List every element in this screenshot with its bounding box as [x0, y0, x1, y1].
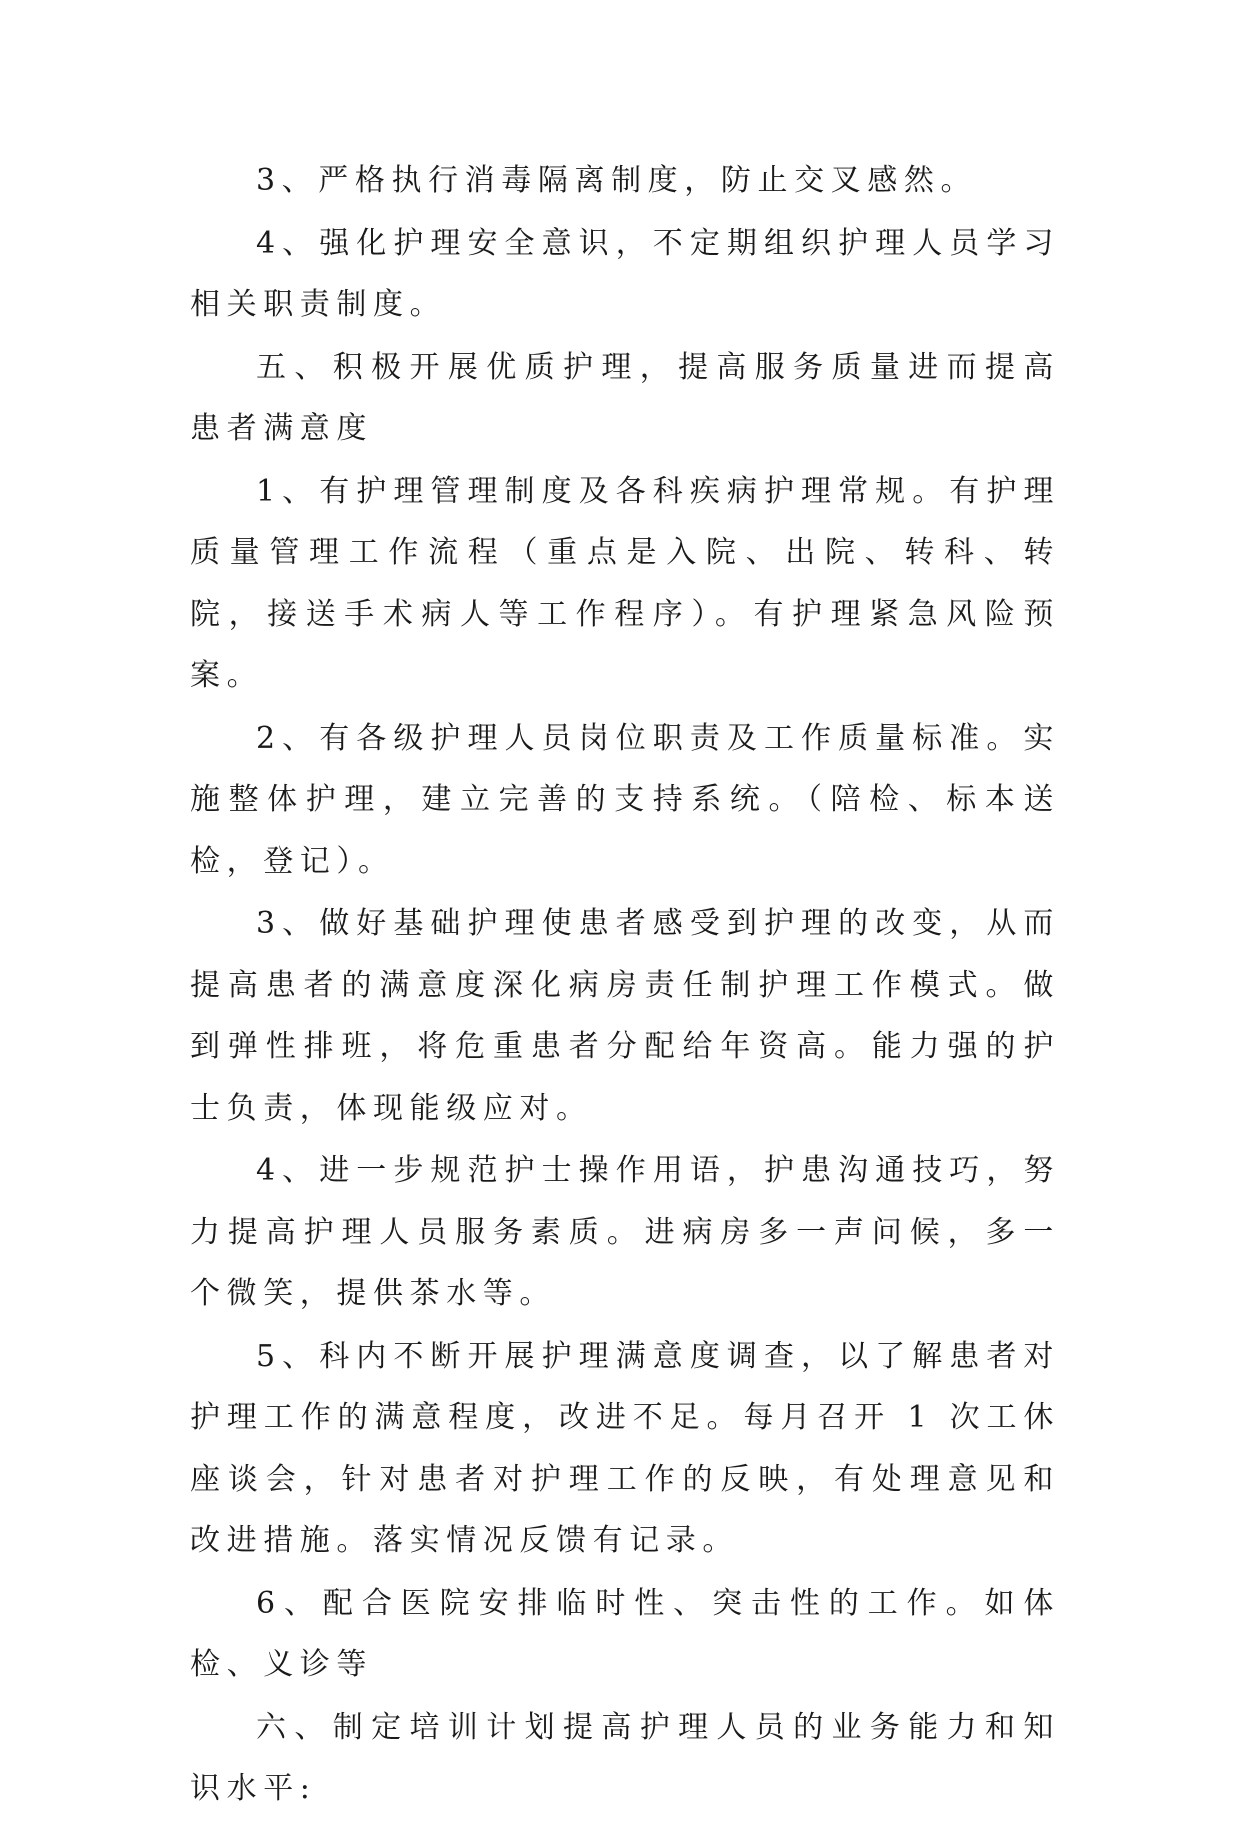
document-page [190, 150, 1060, 1821]
paragraph-item-1-management: 1、有护理管理制度及各科疾病护理常规。有护理质量管理工作流程（重点是入院、出院、转科、转院，接送手术病人等工作程序）。有护理紧急风险预案。 [190, 473, 1060, 693]
paragraph-item-3-disinfection: 3、严格执行消毒隔离制度，防止交叉感然。 [256, 163, 978, 198]
paragraph-item-3-basic-care: 3、做好基础护理使患者感受到护理的改变，从而提高患者的满意度深化病房责任制护理工作模式。做到弹性排班，将危重患者分配给年资高。能力强的护士负责，体现能级应对。 [190, 906, 1060, 1126]
paragraph-item-6-cooperation: 6、配合医院安排临时性、突击性的工作。如体检、义诊等 [190, 1585, 1060, 1682]
paragraph-item-4-safety: 4、强化护理安全意识，不定期组织护理人员学习相关职责制度。 [190, 225, 1060, 322]
paragraph-item-5-survey: 5、科内不断开展护理满意度调查，以了解患者对护理工作的满意程度，改进不足。每月召开 1 次工休座谈会，针对患者对护理工作的反映，有处理意见和改进措施。落实情况反馈有记录。 [190, 1338, 1060, 1558]
paragraph-item-2-responsibilities: 2、有各级护理人员岗位职责及工作质量标准。实施整体护理，建立完善的支持系统。（陪检、标本送检，登记）。 [190, 720, 1060, 879]
section-heading-6: 六、制定培训计划提高护理人员的业务能力和知识水平: [190, 1709, 1060, 1806]
section-heading-5: 五、积极开展优质护理，提高服务质量进而提高患者满意度 [190, 349, 1060, 446]
paragraph-item-4-communication: 4、进一步规范护士操作用语，护患沟通技巧，努力提高护理人员服务素质。进病房多一声问候，多一个微笑，提供茶水等。 [190, 1153, 1060, 1311]
